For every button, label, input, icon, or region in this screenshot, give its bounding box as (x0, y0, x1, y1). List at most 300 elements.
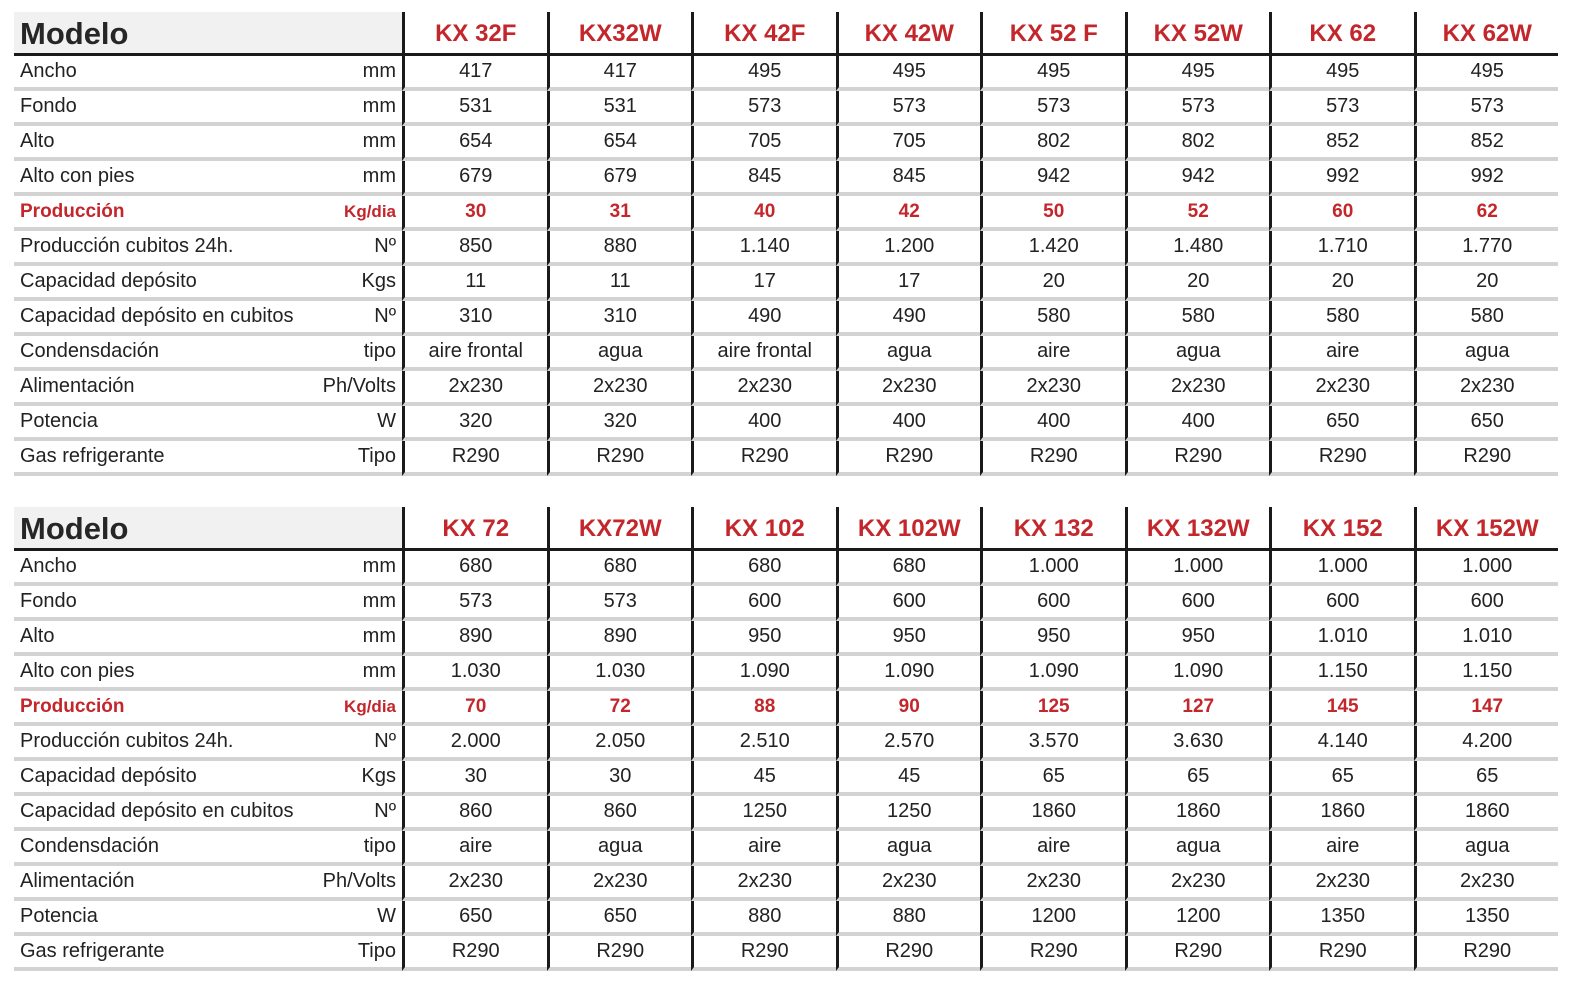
table-cell: R290 (691, 936, 836, 971)
table-cell: 45 (691, 761, 836, 796)
row-label-cell (14, 656, 402, 691)
table-cell: 992 (1414, 161, 1559, 196)
table-cell: R290 (836, 936, 981, 971)
table-cell: R290 (980, 441, 1125, 476)
table-cell: 580 (980, 301, 1125, 336)
table-cell: 950 (1125, 621, 1270, 656)
table-row (14, 301, 1558, 336)
table-cell: 650 (547, 901, 692, 936)
table-cell: 1200 (1125, 901, 1270, 936)
table-cell: 495 (691, 56, 836, 91)
table-cell: 860 (547, 796, 692, 831)
model-name-header: KX 72 (402, 507, 547, 551)
table-cell: 127 (1125, 691, 1270, 726)
table-cell: 30 (402, 761, 547, 796)
table-cell: 580 (1414, 301, 1559, 336)
table-cell: 1.030 (547, 656, 692, 691)
table-row (14, 901, 1558, 936)
table-row (14, 691, 1558, 726)
row-unit: mm (362, 165, 396, 187)
table-cell: R290 (980, 936, 1125, 971)
table-cell: 2x230 (547, 371, 692, 406)
table-cell: 1200 (980, 901, 1125, 936)
table-cell: 1.090 (980, 656, 1125, 691)
table-cell: 88 (691, 691, 836, 726)
table-cell: 1.030 (402, 656, 547, 691)
model-name-header: KX 62 (1269, 12, 1414, 56)
table-row (14, 441, 1558, 476)
row-label: Producción cubitos 24h. (20, 235, 234, 257)
table-cell: 1.000 (1414, 551, 1559, 586)
table-cell: R290 (402, 441, 547, 476)
table-cell: R290 (1269, 936, 1414, 971)
table-cell: 1860 (980, 796, 1125, 831)
table-cell: 600 (1414, 586, 1559, 621)
table-cell: 1.480 (1125, 231, 1270, 266)
row-label-cell (14, 901, 402, 936)
row-unit: mm (362, 95, 396, 117)
table-cell: 495 (836, 56, 981, 91)
table-cell: 2x230 (1125, 371, 1270, 406)
table-cell: 1.420 (980, 231, 1125, 266)
table-cell: 1.150 (1414, 656, 1559, 691)
row-unit: Kgs (361, 270, 396, 292)
row-unit: W (377, 905, 396, 927)
table-cell: 950 (980, 621, 1125, 656)
table-row (14, 336, 1558, 371)
table-cell: 70 (402, 691, 547, 726)
table-cell: 400 (980, 406, 1125, 441)
row-label-cell (14, 761, 402, 796)
table-cell: agua (547, 336, 692, 371)
row-label: Condensdación (20, 835, 159, 857)
table-cell: 1.200 (836, 231, 981, 266)
table-cell: 573 (1269, 91, 1414, 126)
spec-table-1 (14, 12, 1558, 476)
table-row (14, 761, 1558, 796)
table-row (14, 551, 1558, 586)
table-cell: 600 (691, 586, 836, 621)
row-label: Gas refrigerante (20, 445, 165, 467)
table-cell: 1350 (1269, 901, 1414, 936)
table-row (14, 406, 1558, 441)
row-unit: mm (362, 590, 396, 612)
table-row (14, 91, 1558, 126)
table-cell: 650 (1269, 406, 1414, 441)
row-label: Alto (20, 130, 55, 152)
table-cell: 400 (836, 406, 981, 441)
row-unit: tipo (363, 835, 396, 857)
table-cell: 1.710 (1269, 231, 1414, 266)
table-cell: 1.770 (1414, 231, 1559, 266)
row-label: Capacidad depósito en cubitos (20, 800, 294, 822)
table-cell: 20 (1125, 266, 1270, 301)
table-cell: 1.090 (1125, 656, 1270, 691)
table-cell: 2x230 (547, 866, 692, 901)
table-cell: aire frontal (691, 336, 836, 371)
table-cell: 852 (1269, 126, 1414, 161)
table-cell: R290 (1269, 441, 1414, 476)
table-cell: 65 (1414, 761, 1559, 796)
table-cell: 880 (691, 901, 836, 936)
row-label: Ancho (20, 555, 77, 577)
table-cell: 573 (1414, 91, 1559, 126)
table-cell: 400 (691, 406, 836, 441)
row-unit: Nº (374, 730, 396, 752)
table-cell: 650 (1414, 406, 1559, 441)
row-unit: mm (362, 625, 396, 647)
table-cell: 705 (691, 126, 836, 161)
row-label-cell (14, 796, 402, 831)
table-cell: 400 (1125, 406, 1270, 441)
table-cell: 802 (1125, 126, 1270, 161)
table-cell: 2.050 (547, 726, 692, 761)
table-cell: 679 (547, 161, 692, 196)
row-label: Alimentación (20, 870, 135, 892)
table-cell: 20 (1414, 266, 1559, 301)
table-cell: 310 (547, 301, 692, 336)
row-label-cell (14, 336, 402, 371)
table-cell: 1.090 (691, 656, 836, 691)
table-cell: 65 (1125, 761, 1270, 796)
row-label-cell (14, 726, 402, 761)
row-label: Fondo (20, 590, 77, 612)
table-cell: 2x230 (836, 866, 981, 901)
table-cell: 2x230 (1414, 371, 1559, 406)
row-unit: Tipo (357, 445, 396, 467)
table-cell: 680 (547, 551, 692, 586)
table-cell: 11 (547, 266, 692, 301)
table-row (14, 231, 1558, 266)
table-cell: 1.000 (1125, 551, 1270, 586)
table-cell: aire (1269, 336, 1414, 371)
table-row (14, 126, 1558, 161)
table-cell: 2x230 (1269, 866, 1414, 901)
table-cell: 1860 (1269, 796, 1414, 831)
table-cell: 495 (980, 56, 1125, 91)
table-cell: R290 (1125, 441, 1270, 476)
table-cell: 3.570 (980, 726, 1125, 761)
table-cell: 90 (836, 691, 981, 726)
model-name-header: KX 32F (402, 12, 547, 56)
model-name-header: KX 132 (980, 507, 1125, 551)
table-cell: 880 (836, 901, 981, 936)
table-cell: 30 (547, 761, 692, 796)
table-cell: agua (547, 831, 692, 866)
table-cell: 1.140 (691, 231, 836, 266)
table-cell: R290 (547, 441, 692, 476)
table-cell: 950 (691, 621, 836, 656)
table-cell: 654 (402, 126, 547, 161)
table-cell: 654 (547, 126, 692, 161)
row-label: Producción (20, 695, 125, 717)
row-label-cell (14, 866, 402, 901)
table-cell: 802 (980, 126, 1125, 161)
row-label: Condensdación (20, 340, 159, 362)
table-cell: 320 (547, 406, 692, 441)
table-row (14, 266, 1558, 301)
table-cell: 942 (1125, 161, 1270, 196)
table-cell: 679 (402, 161, 547, 196)
table-cell: 72 (547, 691, 692, 726)
row-label: Capacidad depósito (20, 270, 197, 292)
table-row (14, 831, 1558, 866)
row-unit: Tipo (357, 940, 396, 962)
table-cell: 20 (1269, 266, 1414, 301)
row-label: Alto con pies (20, 660, 135, 682)
model-name-header: KX 52 F (980, 12, 1125, 56)
table-cell: 1.000 (980, 551, 1125, 586)
table-cell: 850 (402, 231, 547, 266)
table-cell: aire (691, 831, 836, 866)
table-cell: 17 (836, 266, 981, 301)
table-cell: agua (1125, 336, 1270, 371)
table-cell: aire (402, 831, 547, 866)
table-row (14, 726, 1558, 761)
row-label: Ancho (20, 60, 77, 82)
table-cell: 2.570 (836, 726, 981, 761)
table-cell: 680 (402, 551, 547, 586)
table-cell: 30 (402, 196, 547, 231)
table-cell: 45 (836, 761, 981, 796)
table-cell: 845 (691, 161, 836, 196)
row-unit: mm (362, 130, 396, 152)
row-label: Potencia (20, 905, 98, 927)
row-unit: Nº (374, 800, 396, 822)
row-unit: Nº (374, 305, 396, 327)
table-cell: 580 (1269, 301, 1414, 336)
row-label: Potencia (20, 410, 98, 432)
row-label: Producción cubitos 24h. (20, 730, 234, 752)
table-cell: 573 (1125, 91, 1270, 126)
row-unit: mm (362, 660, 396, 682)
table-cell: 705 (836, 126, 981, 161)
table-row (14, 56, 1558, 91)
row-label: Fondo (20, 95, 77, 117)
table-cell: R290 (1414, 936, 1559, 971)
row-unit: Kgs (361, 765, 396, 787)
table-cell: 62 (1414, 196, 1559, 231)
table-cell: 1.010 (1269, 621, 1414, 656)
table-cell: 42 (836, 196, 981, 231)
table-cell: 490 (836, 301, 981, 336)
table-row (14, 866, 1558, 901)
table-cell: R290 (402, 936, 547, 971)
table-cell: 310 (402, 301, 547, 336)
table-cell: 890 (547, 621, 692, 656)
table-cell: 2.000 (402, 726, 547, 761)
table-cell: aire (1269, 831, 1414, 866)
table-cell: 3.630 (1125, 726, 1270, 761)
model-name-header: KX 42F (691, 12, 836, 56)
model-name-header: KX 102W (836, 507, 981, 551)
table-cell: 950 (836, 621, 981, 656)
row-label-cell (14, 301, 402, 336)
row-label-cell (14, 56, 402, 91)
row-label-cell (14, 161, 402, 196)
table-cell: 145 (1269, 691, 1414, 726)
table-cell: 17 (691, 266, 836, 301)
table-cell: 40 (691, 196, 836, 231)
table-cell: 31 (547, 196, 692, 231)
table-cell: 1860 (1125, 796, 1270, 831)
table-cell: 147 (1414, 691, 1559, 726)
table-cell: 1.150 (1269, 656, 1414, 691)
table-cell: R290 (691, 441, 836, 476)
table-cell: 573 (980, 91, 1125, 126)
row-unit: mm (362, 60, 396, 82)
table-cell: 890 (402, 621, 547, 656)
table-cell: 1350 (1414, 901, 1559, 936)
table-cell: 2x230 (691, 866, 836, 901)
table-cell: 880 (547, 231, 692, 266)
table-cell: 490 (691, 301, 836, 336)
row-label: Alto con pies (20, 165, 135, 187)
table-cell: 60 (1269, 196, 1414, 231)
table-row (14, 196, 1558, 231)
table-cell: 11 (402, 266, 547, 301)
table-cell: R290 (1414, 441, 1559, 476)
row-label-cell (14, 266, 402, 301)
table-cell: 417 (547, 56, 692, 91)
row-label: Capacidad depósito en cubitos (20, 305, 294, 327)
table-cell: 573 (402, 586, 547, 621)
row-label: Capacidad depósito (20, 765, 197, 787)
model-name-header: KX 102 (691, 507, 836, 551)
model-name-header: KX 152 (1269, 507, 1414, 551)
table-cell: 860 (402, 796, 547, 831)
row-unit: Nº (374, 235, 396, 257)
row-unit: W (377, 410, 396, 432)
table-cell: 531 (547, 91, 692, 126)
table-cell: 2x230 (402, 371, 547, 406)
row-label: Producción (20, 200, 125, 222)
table-cell: 600 (1125, 586, 1270, 621)
row-label-cell (14, 621, 402, 656)
table-cell: 417 (402, 56, 547, 91)
table-cell: 495 (1414, 56, 1559, 91)
table-cell: agua (1414, 336, 1559, 371)
model-header-label: Modelo (14, 12, 402, 56)
table-cell: 125 (980, 691, 1125, 726)
row-label-cell (14, 231, 402, 266)
table-cell: 680 (836, 551, 981, 586)
row-label-cell (14, 831, 402, 866)
row-label-cell (14, 91, 402, 126)
table-cell: 2x230 (980, 371, 1125, 406)
table-cell: 573 (691, 91, 836, 126)
model-header-label: Modelo (14, 507, 402, 551)
row-label-cell (14, 196, 402, 231)
table-cell: 495 (1269, 56, 1414, 91)
table-cell: 992 (1269, 161, 1414, 196)
table-cell: 845 (836, 161, 981, 196)
table-cell: 680 (691, 551, 836, 586)
table-cell: 600 (836, 586, 981, 621)
row-label: Alto (20, 625, 55, 647)
model-name-header: KX72W (547, 507, 692, 551)
row-label: Alimentación (20, 375, 135, 397)
table-cell: 852 (1414, 126, 1559, 161)
table-cell: 573 (836, 91, 981, 126)
table-cell: aire (980, 831, 1125, 866)
table-cell: R290 (836, 441, 981, 476)
table-cell: agua (836, 336, 981, 371)
table-cell: 50 (980, 196, 1125, 231)
row-unit: Kg/dia (344, 696, 396, 716)
row-unit: Ph/Volts (322, 870, 396, 892)
table-cell: agua (1125, 831, 1270, 866)
table-cell: 2x230 (402, 866, 547, 901)
table-cell: 65 (980, 761, 1125, 796)
table-row (14, 371, 1558, 406)
row-unit: Kg/dia (344, 201, 396, 221)
table-cell: 2.510 (691, 726, 836, 761)
table-cell: agua (1414, 831, 1559, 866)
table-row (14, 796, 1558, 831)
table-cell: aire frontal (402, 336, 547, 371)
row-unit: Ph/Volts (322, 375, 396, 397)
table-cell: 65 (1269, 761, 1414, 796)
table-cell: 531 (402, 91, 547, 126)
table-cell: agua (836, 831, 981, 866)
table-cell: R290 (547, 936, 692, 971)
model-name-header: KX 42W (836, 12, 981, 56)
table-cell: 2x230 (980, 866, 1125, 901)
row-label-cell (14, 406, 402, 441)
row-label: Gas refrigerante (20, 940, 165, 962)
row-label-cell (14, 126, 402, 161)
table-cell: 2x230 (1269, 371, 1414, 406)
table-cell: R290 (1125, 936, 1270, 971)
table-cell: 1250 (691, 796, 836, 831)
table-cell: 650 (402, 901, 547, 936)
table-header-row (14, 507, 1558, 551)
table-cell: 942 (980, 161, 1125, 196)
model-name-header: KX 62W (1414, 12, 1559, 56)
row-label-cell (14, 441, 402, 476)
table-cell: 4.200 (1414, 726, 1559, 761)
table-cell: 1860 (1414, 796, 1559, 831)
model-name-header: KX 52W (1125, 12, 1270, 56)
table-cell: 600 (1269, 586, 1414, 621)
row-label-cell (14, 936, 402, 971)
table-cell: 1.090 (836, 656, 981, 691)
table-row (14, 586, 1558, 621)
table-cell: 600 (980, 586, 1125, 621)
model-name-header: KX32W (547, 12, 692, 56)
row-unit: tipo (363, 340, 396, 362)
table-cell: 2x230 (836, 371, 981, 406)
table-row (14, 621, 1558, 656)
table-cell: 1250 (836, 796, 981, 831)
table-cell: 580 (1125, 301, 1270, 336)
table-cell: aire (980, 336, 1125, 371)
model-name-header: KX 132W (1125, 507, 1270, 551)
model-name-header: KX 152W (1414, 507, 1559, 551)
table-cell: 1.000 (1269, 551, 1414, 586)
table-cell: 4.140 (1269, 726, 1414, 761)
table-cell: 2x230 (1125, 866, 1270, 901)
table-cell: 52 (1125, 196, 1270, 231)
table-row (14, 656, 1558, 691)
row-label-cell (14, 371, 402, 406)
table-cell: 1.010 (1414, 621, 1559, 656)
spec-table-2 (14, 507, 1558, 971)
row-label-cell (14, 586, 402, 621)
table-row (14, 161, 1558, 196)
table-cell: 320 (402, 406, 547, 441)
